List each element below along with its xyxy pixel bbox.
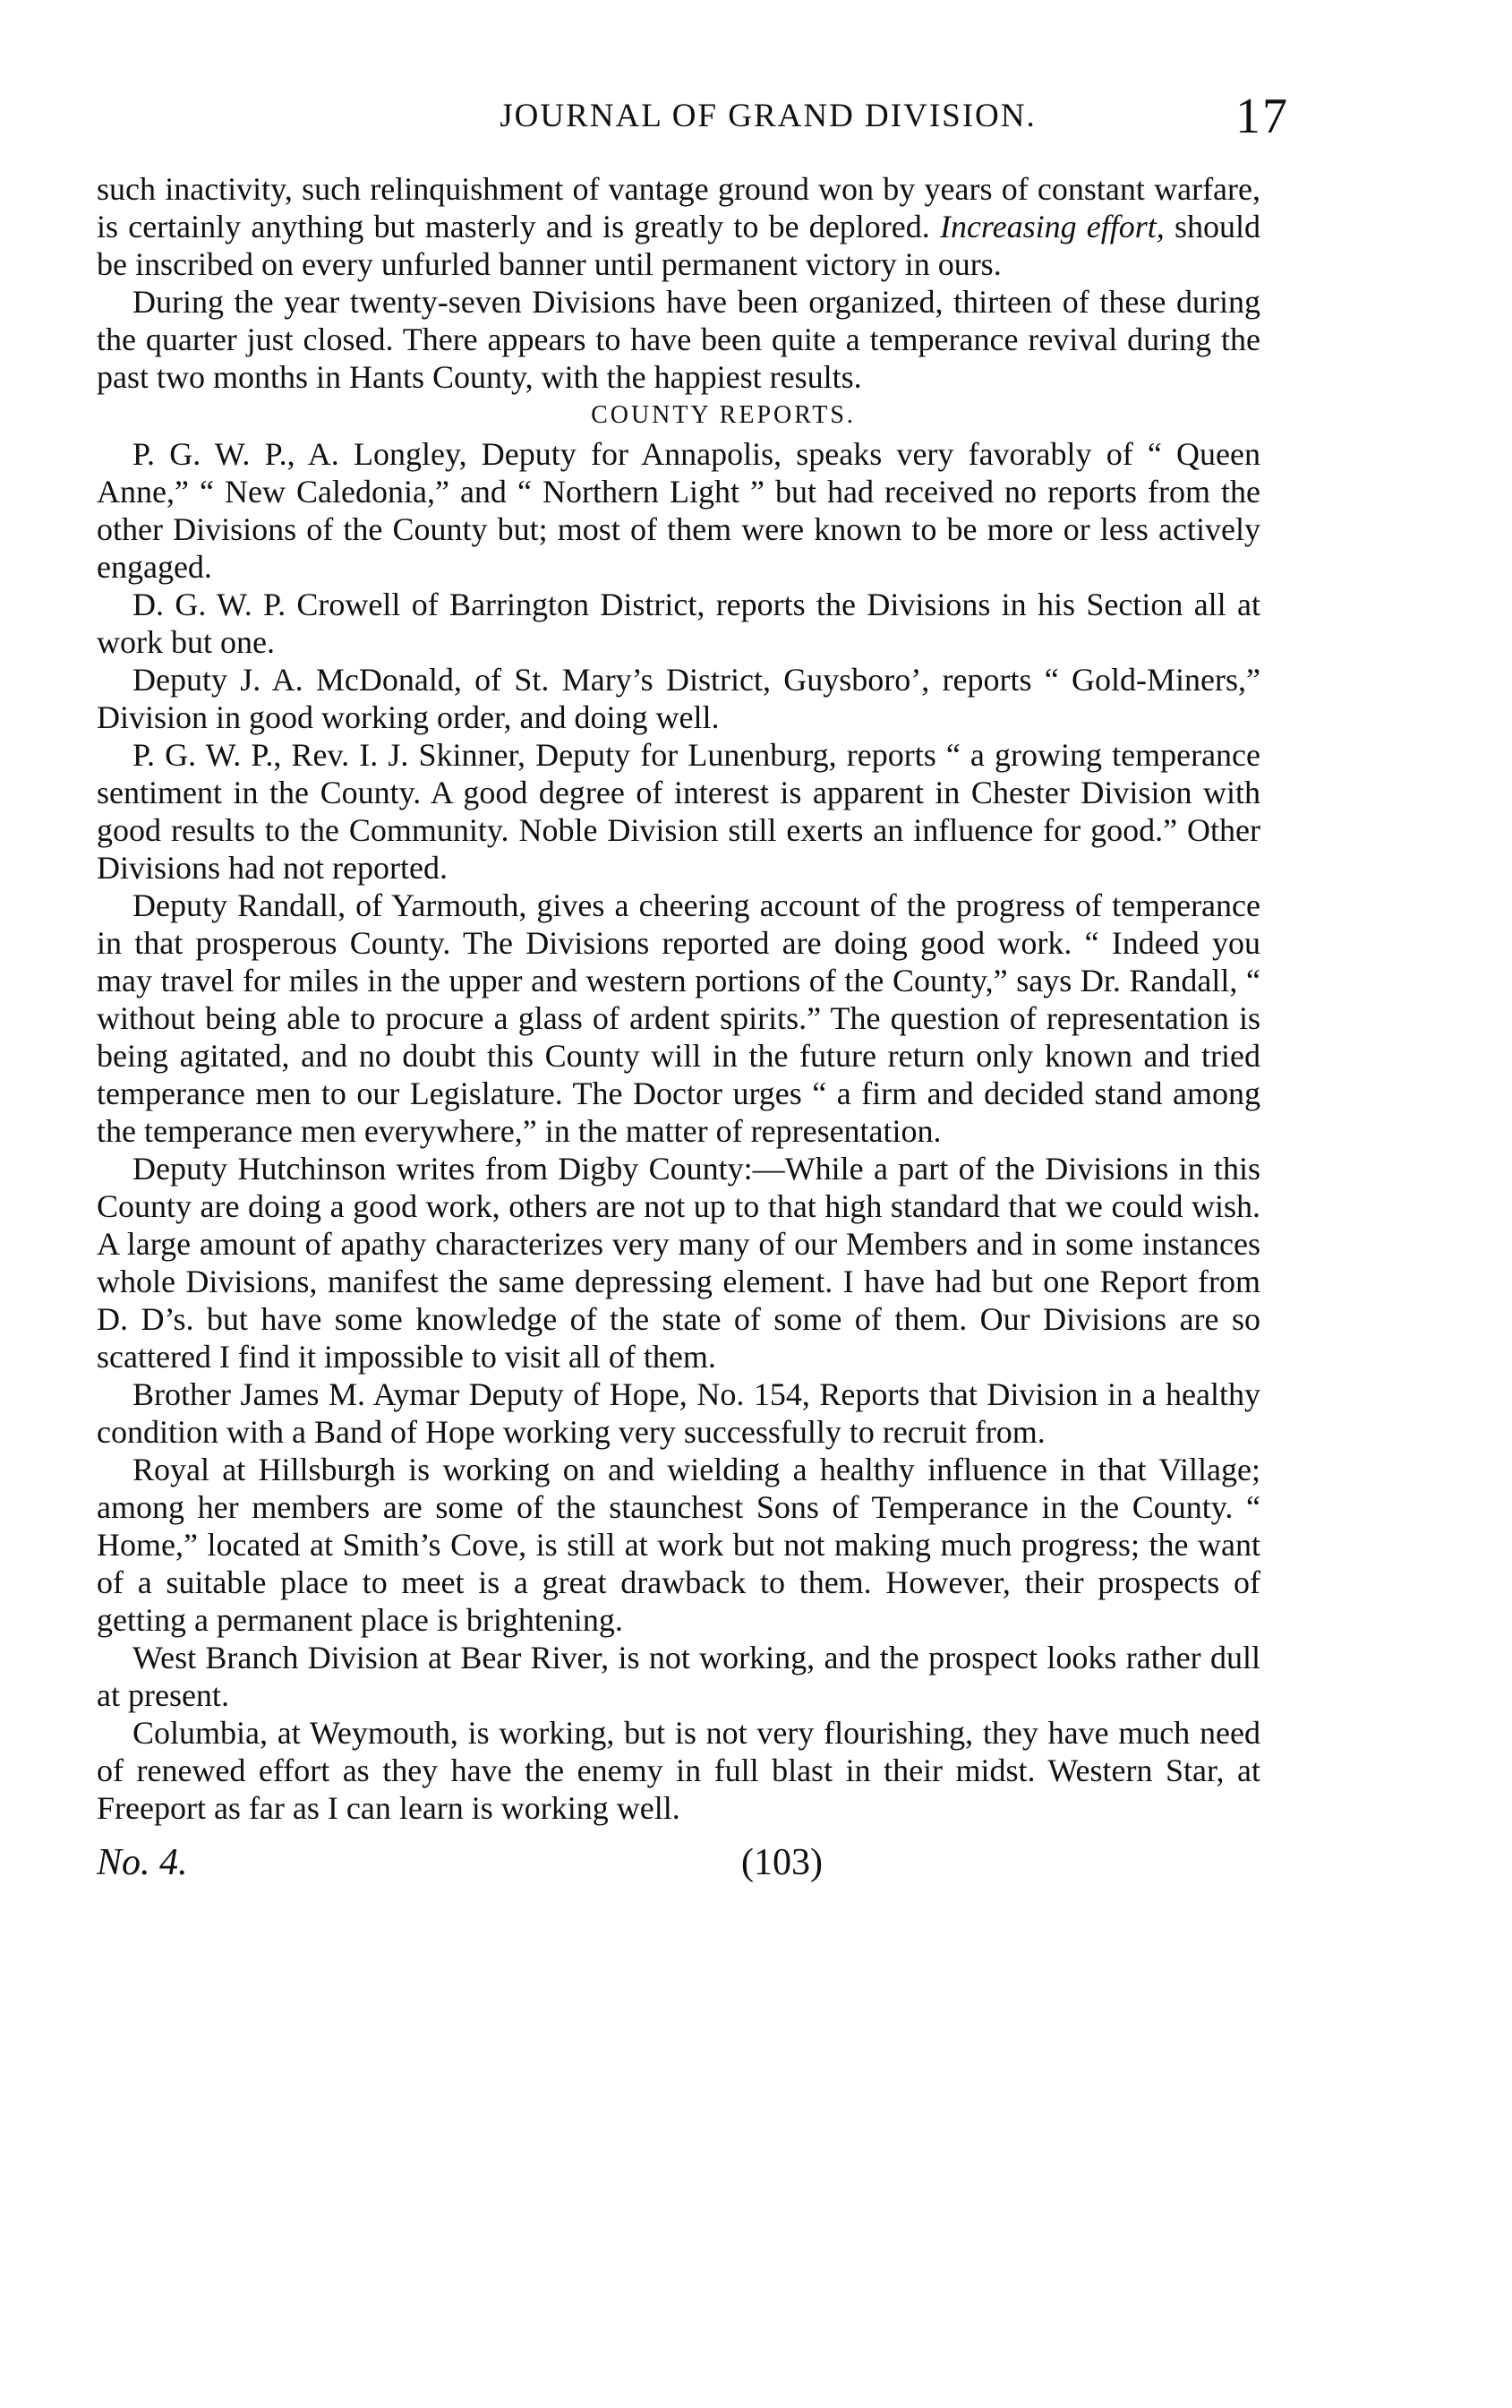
folio-number: (103) xyxy=(741,1842,823,1883)
running-head xyxy=(97,89,1289,152)
paragraph-text: should be inscribed on every unfurled banner until permanent victory in ours. xyxy=(97,209,1260,282)
paragraph-barrington: D. G. W. P. Crowell of Barrington District, reports the Divisions in his Section all at work but one. xyxy=(97,587,1260,660)
paragraph-yarmouth: Deputy Randall, of Yarmouth, gives a cheering account of the progress of temperance in that prosperous County. The Divisions reported are doing good work. “ Indeed you may travel for miles in the upper and western portions of the County,” says Dr. Randall, “ without being able to procure a glass of ardent spirits.” The question of representation is being agitated, and no doubt this County will in the future return only known and tried temperance men to our Legislature. The Doctor urges “ a firm and decided stand among the temperance men everywhere,” in the matter of representation. xyxy=(97,887,1260,1149)
paragraph-continuation xyxy=(97,170,1260,283)
paragraph-west-branch: West Branch Division at Bear River, is not working, and the prospect looks rather dull at present. xyxy=(97,1640,1260,1713)
emphasis-text: Increasing effort, xyxy=(939,209,1165,244)
paragraph-lunenburg: P. G. W. P., Rev. I. J. Skinner, Deputy for Lunenburg, reports “ a growing temperance sentiment in the County. A good degree of interest is apparent in Chester Division with good results to the Community. Noble Division still exerts an influence for good.” Other Divisions had not reported. xyxy=(97,737,1260,886)
page-footer xyxy=(97,1841,1260,1886)
body-text xyxy=(97,170,1260,1827)
paragraph-st-marys: Deputy J. A. McDonald, of St. Mary’s District, Guysboro’, reports “ Gold-Miners,” Division in good working order, and doing well. xyxy=(97,662,1260,735)
paragraph-columbia: Columbia, at Weymouth, is working, but is not very flourishing, they have much need of renewed effort as they have the enemy in full blast in their midst. Western Star, at Freeport as far as I can learn is working well. xyxy=(97,1715,1260,1826)
paragraph-hope-division: Brother James M. Aymar Deputy of Hope, No. 154, Reports that Division in a healthy condition with a Band of Hope working very successfully to recruit from. xyxy=(97,1376,1260,1450)
section-heading: COUNTY REPORTS. xyxy=(591,401,856,429)
signature-mark: No. 4. xyxy=(97,1842,188,1883)
page-number: 17 xyxy=(1235,89,1289,144)
running-title: JOURNAL OF GRAND DIVISION. xyxy=(500,98,1037,134)
paragraph-divisions-organized: During the year twenty-seven Divisions have been organized, thirteen of these during the quarter just closed. There appears to have been quite a temperance revival during the past two months in Hants County, with the happiest results. xyxy=(97,284,1260,395)
journal-page xyxy=(97,89,1289,1886)
paragraph-annapolis: P. G. W. P., A. Longley, Deputy for Annapolis, speaks very favorably of “ Queen Anne,” “ New Caledonia,” and “ Northern Light ” but had received no reports from the other Divisions of the County but; most of them were known to be more or less actively engaged. xyxy=(97,436,1260,585)
paragraph-digby: Deputy Hutchinson writes from Digby County:—While a part of the Divisions in this County are doing a good work, others are not up to that high standard that we could wish. A large amount of apathy characterizes very many of our Members and in some instances whole Divisions, manifest the same depressing element. I have had but one Report from D. D’s. but have some knowledge of the state of some of them. Our Divisions are so scattered I find it impossible to visit all of them. xyxy=(97,1151,1260,1375)
paragraph-text: such inactivity, such relinquishment of vantage ground won by years of constant warfare, is certainly anything but masterly and is greatly to be deplored. xyxy=(97,171,1260,244)
paragraph-royal-hillsburgh: Royal at Hillsburgh is working on and wielding a healthy influence in that Village; among her members are some of the staunchest Sons of Temperance in the County. “ Home,” located at Smith’s Cove, is still at work but not making much progress; the want of a suitable place to meet is a great drawback to them. However, their prospects of getting a permanent place is brightening. xyxy=(97,1452,1260,1638)
